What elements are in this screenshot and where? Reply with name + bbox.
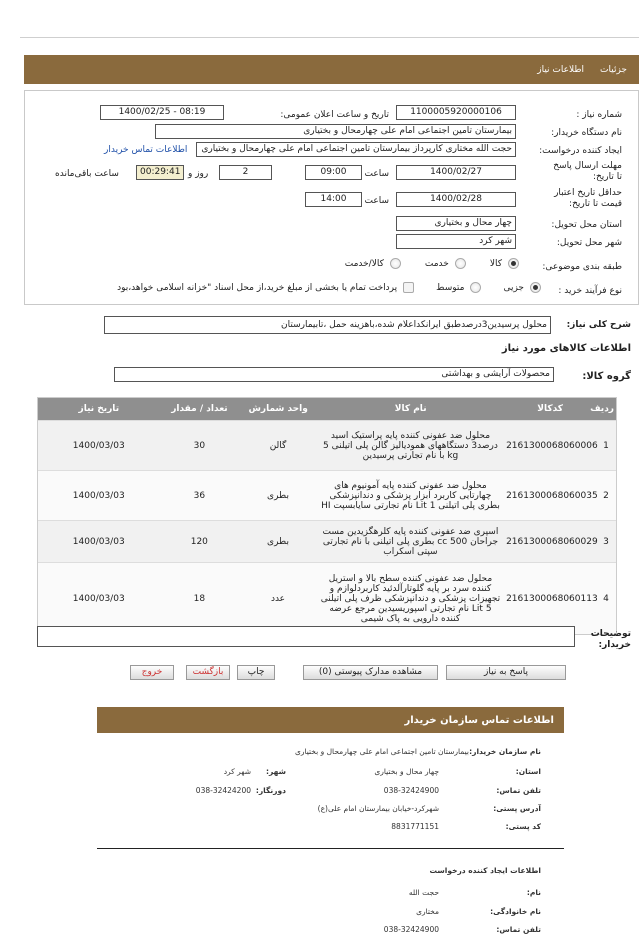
creator-label: ایجاد کننده درخواست: bbox=[539, 146, 622, 156]
table-row bbox=[38, 562, 616, 634]
contact-province-label: استان: bbox=[515, 767, 541, 776]
days-label: روز و bbox=[188, 169, 209, 179]
contact-postal-value: 8831771151 bbox=[391, 822, 439, 831]
row-name: محلول ضد عفونی کننده پایه آمونیوم های چهارتایی کاربرد ابزار پزشکی و دندانپزشکی بطری پلی اتیلنی 1 Lit نام تجارتی سایابسپت HI bbox=[321, 480, 500, 511]
buyer-field: بیمارستان تامین اجتماعی امام علی چهارمحال و بختیاری bbox=[155, 124, 516, 139]
validity-time-field: 14:00 bbox=[305, 192, 362, 207]
contact-org-label: نام سازمان خریدار: bbox=[469, 747, 541, 756]
category-radio-service[interactable] bbox=[455, 258, 466, 269]
row-unit: عدد bbox=[270, 593, 286, 604]
process-radio-group bbox=[117, 282, 541, 293]
contact-phone-value: 038-32424900 bbox=[383, 786, 439, 795]
creator-info-title: اطلاعات ایجاد کننده درخواست bbox=[429, 866, 541, 875]
row-code: 2161300068060035 bbox=[506, 490, 598, 501]
contact-org-value: بیمارستان تامین اجتماعی امام علی چهارمحال و بختیاری bbox=[294, 747, 469, 756]
row-qty: 18 bbox=[193, 593, 206, 604]
announce-field: 1400/02/25 - 08:19 bbox=[100, 105, 224, 120]
attachments-button[interactable]: مشاهده مدارک پیوستی (0) bbox=[303, 665, 438, 680]
table-row bbox=[38, 420, 616, 470]
deadline-label: مهلت ارسال پاسخ تا تاریخ: bbox=[553, 161, 622, 182]
contact-city-value: شهر کرد bbox=[223, 767, 251, 776]
col-date: تاریخ نیاز bbox=[78, 404, 120, 414]
summary-field: محلول پرسیدین3درصدطبق ایرانکداعلام شده،باهزینه حمل ،تابیمارستان bbox=[104, 316, 551, 334]
goods-table-header bbox=[38, 398, 616, 420]
city-label: شهر محل تحویل: bbox=[556, 238, 622, 248]
validity-label: حداقل تاریخ اعتبار قیمت تا تاریخ: bbox=[554, 188, 622, 209]
row-name: محلول ضد عفونی کننده سطح بالا و استریل کننده سرد بر پایه گلوتارآلدئید کاربردلوازم و تجهیزات پزشکی و دندانپزشکی ظرف پلی اتیلنی 5 Lit نام تجارتی اسپوریسیدین مرجع عرضه کننده دارویی به پاک شیمی bbox=[320, 573, 501, 624]
contact-address-label: آدرس پستی: bbox=[493, 804, 541, 813]
table-row bbox=[38, 520, 616, 562]
creator-family-label: نام خانوادگی: bbox=[490, 907, 541, 916]
row-code: 2161300068060006 bbox=[506, 440, 598, 451]
province-field: چهار محال و بختیاری bbox=[396, 216, 516, 231]
buyer-label: نام دستگاه خریدار: bbox=[551, 128, 622, 138]
contact-postal-label: کد پستی: bbox=[505, 822, 541, 831]
deadline-time-label: ساعت bbox=[364, 169, 389, 179]
row-date: 1400/03/03 bbox=[72, 490, 125, 501]
print-button[interactable]: چاپ bbox=[237, 665, 275, 680]
row-unit: بطری bbox=[267, 536, 289, 547]
creator-phone-value: 038-32424900 bbox=[383, 925, 439, 934]
payment-checkbox[interactable] bbox=[403, 282, 414, 293]
back-button[interactable]: بازگشت bbox=[186, 665, 230, 680]
goods-group-label: گروه کالا: bbox=[582, 371, 631, 382]
goods-table-body bbox=[38, 420, 616, 634]
validity-time-label: ساعت bbox=[364, 196, 389, 206]
days-field: 2 bbox=[219, 165, 272, 180]
validity-date-field: 1400/02/28 bbox=[396, 192, 516, 207]
process-option-medium: متوسط bbox=[436, 282, 465, 293]
category-option-both: کالا/خدمت bbox=[344, 258, 384, 269]
creator-name-value: حجت الله bbox=[408, 888, 439, 897]
summary-label: شرح کلی نیاز: bbox=[566, 320, 631, 330]
category-radio-both[interactable] bbox=[390, 258, 401, 269]
city-field: شهر کرد bbox=[396, 234, 516, 249]
contact-fax-value: 038-32424200 bbox=[195, 786, 251, 795]
contact-province-value: چهار محال و بختیاری bbox=[374, 767, 439, 776]
creator-family-value: مختاری bbox=[416, 907, 439, 916]
row-unit: بطری bbox=[267, 490, 289, 501]
category-radio-goods[interactable] bbox=[508, 258, 519, 269]
table-row bbox=[38, 470, 616, 520]
tab-need-info[interactable]: اطلاعات نیاز bbox=[537, 64, 585, 75]
row-index: 3 bbox=[603, 536, 609, 547]
category-radio-group bbox=[345, 258, 519, 269]
row-date: 1400/03/03 bbox=[72, 536, 125, 547]
row-unit: گالن bbox=[269, 440, 287, 451]
contact-fax-label: دورنگار: bbox=[255, 786, 286, 795]
row-index: 2 bbox=[603, 490, 609, 501]
category-option-goods: کالا bbox=[489, 258, 502, 269]
process-label: نوع فرآیند خرید : bbox=[558, 286, 622, 296]
exit-button[interactable]: خروج bbox=[130, 665, 174, 680]
announce-label: تاریخ و ساعت اعلان عمومی: bbox=[280, 110, 389, 120]
category-option-service: خدمت bbox=[424, 258, 449, 269]
contact-divider bbox=[97, 848, 564, 849]
col-index: ردیف bbox=[590, 404, 614, 414]
goods-table bbox=[37, 397, 617, 635]
province-label: استان محل تحویل: bbox=[551, 220, 622, 230]
col-unit: واحد شمارش bbox=[248, 404, 308, 414]
contact-address-value: شهرکرد-خیابان بیمارستان امام علی(ع) bbox=[317, 804, 439, 813]
countdown-timer: 00:29:41 bbox=[136, 165, 184, 180]
row-name: محلول ضد عفونی کننده پایه پراستیک اسید درصد3 دستگاههای همودیالیز گالن پلی اتیلنی 5 kg با نام تجارتی پرسیدین bbox=[323, 430, 498, 461]
deadline-time-field: 09:00 bbox=[305, 165, 362, 180]
remaining-label: ساعت باقی‌مانده bbox=[55, 169, 119, 179]
buyer-contact-link[interactable]: اطلاعات تماس خریدار bbox=[104, 145, 188, 155]
goods-title: اطلاعات کالاهای مورد نیاز bbox=[501, 343, 631, 354]
reply-button[interactable]: پاسخ به نیاز bbox=[446, 665, 566, 680]
need-number-field: 1100005920000106 bbox=[396, 105, 516, 120]
row-qty: 36 bbox=[193, 490, 206, 501]
process-option-minor: جزیی bbox=[503, 282, 524, 293]
contact-city-label: شهر: bbox=[266, 767, 286, 776]
creator-field: حجت الله مختاری کارپرداز بیمارستان تامین اجتماعی امام علی چهارمحال و بختیاری bbox=[196, 142, 516, 157]
tab-details[interactable]: جزئیات bbox=[600, 64, 627, 75]
deadline-date-field: 1400/02/27 bbox=[396, 165, 516, 180]
top-divider bbox=[20, 37, 639, 38]
contact-phone-label: تلفن تماس: bbox=[496, 786, 541, 795]
col-qty: تعداد / مقدار bbox=[171, 404, 228, 414]
row-code: 2161300068060113 bbox=[506, 593, 598, 604]
row-code: 2161300068060029 bbox=[506, 536, 598, 547]
category-label: طبقه بندی موضوعی: bbox=[542, 262, 622, 272]
row-qty: 120 bbox=[190, 536, 208, 547]
col-name: نام کالا bbox=[394, 404, 427, 414]
row-name: اسپری ضد عفونی کننده پایه کلرهگزیدین مست جراحان cc 500 بطری پلی اتیلنی با نام تجارتی سپتی اسکراب bbox=[322, 526, 499, 557]
contact-section-header: اطلاعات تماس سازمان خریدار bbox=[97, 707, 564, 733]
creator-phone-label: تلفن تماس: bbox=[496, 925, 541, 934]
process-radio-minor[interactable] bbox=[530, 282, 541, 293]
goods-group-field: محصولات آرایشی و بهداشتی bbox=[114, 367, 554, 382]
page-header bbox=[24, 55, 639, 84]
process-radio-medium[interactable] bbox=[470, 282, 481, 293]
payment-note: پرداخت تمام یا بخشی از مبلغ خرید،از محل اسناد "خزانه اسلامی خواهد،بود bbox=[117, 282, 398, 293]
row-date: 1400/03/03 bbox=[72, 593, 125, 604]
row-index: 1 bbox=[603, 440, 609, 451]
col-code: کدکالا bbox=[537, 404, 564, 414]
buyer-notes-field bbox=[37, 626, 575, 647]
row-index: 4 bbox=[603, 593, 609, 604]
row-date: 1400/03/03 bbox=[72, 440, 125, 451]
need-number-label: شماره نیاز : bbox=[576, 110, 622, 120]
buyer-notes-label: توضیحات خریدار: bbox=[590, 629, 631, 650]
creator-name-label: نام: bbox=[526, 888, 541, 897]
row-qty: 30 bbox=[193, 440, 206, 451]
